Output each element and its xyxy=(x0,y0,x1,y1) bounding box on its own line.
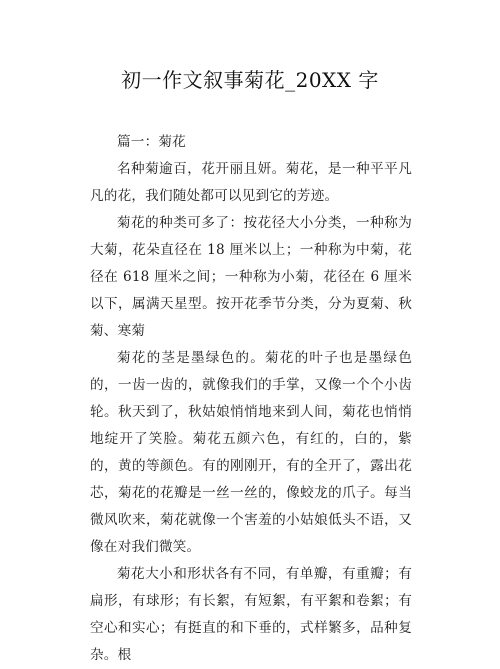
paragraph: 菊花的种类可多了：按花径大小分类，一种称为大菊，花朵直径在 18 厘米以上；一种称为中菊，花径在 618 厘米之间；一种称为小菊，花径在 6 厘米以下，属满天星型。按开花季节分类，分为夏菊、秋菊、寒菊 xyxy=(90,215,412,339)
paragraph: 菊花的茎是墨绿色的。菊花的叶子也是墨绿色的，一齿一齿的，就像我们的手掌，又像一个个小齿轮。秋天到了，秋姑娘悄悄地来到人间，菊花也悄悄地绽开了笑脸。菊花五颜六色，有红的，白的，紫的，黄的等颜色。有的刚刚开，有的全开了，露出花芯，菊花的花瓣是一丝一丝的，像蛟龙的爪子。每当微风吹来，菊花就像一个害羞的小姑娘低头不语，又像在对我们微笑。 xyxy=(90,350,412,555)
document-body xyxy=(90,129,412,669)
paragraph: 菊花大小和形状各有不同，有单瓣，有重瓣；有扁形，有球形；有长絮，有短絮，有平絮和卷絮；有空心和实心；有挺直的和下垂的，式样繁多，品种复杂。根 xyxy=(90,566,412,663)
section-heading: 篇一：菊花 xyxy=(117,134,186,150)
document-title: 初一作文叙事菊花_20XX 字 xyxy=(121,68,379,92)
paragraph: 名种菊逾百，花开丽且妍。菊花，是一种平平凡凡的花，我们随处都可以见到它的芳迹。 xyxy=(90,161,412,204)
